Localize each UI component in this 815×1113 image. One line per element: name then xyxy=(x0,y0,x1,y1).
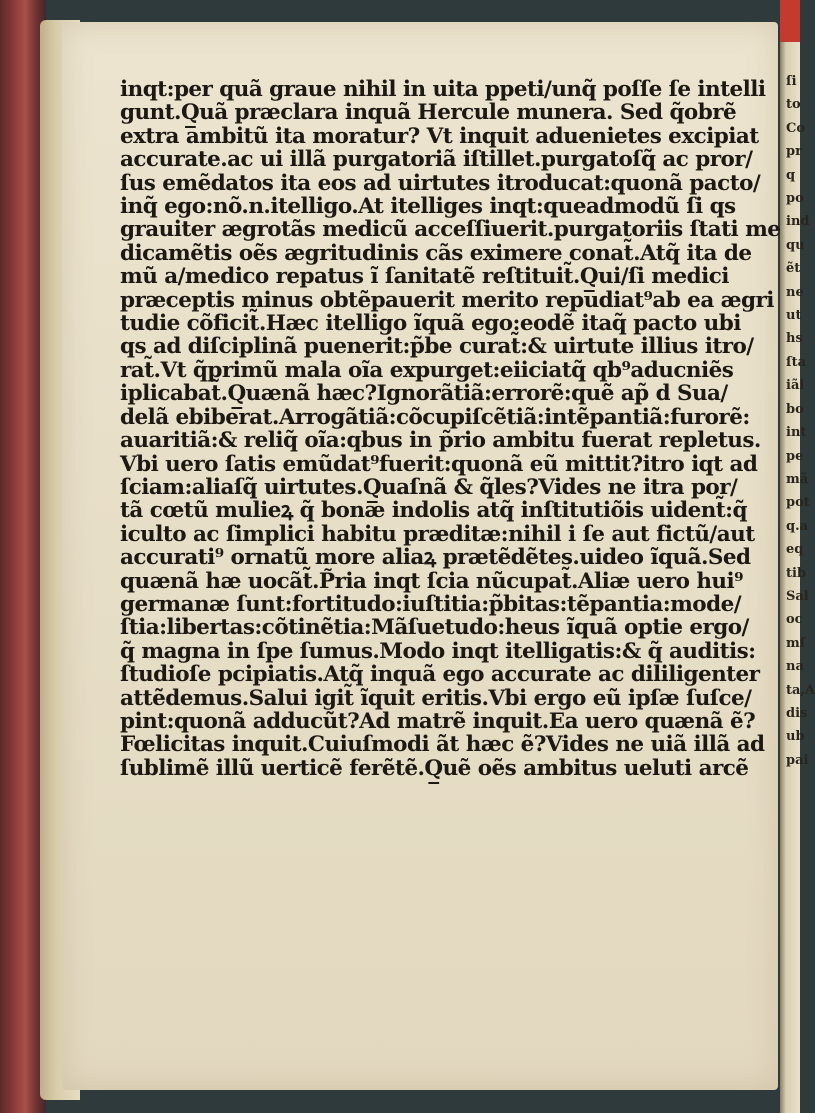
text-block xyxy=(120,77,781,781)
facing-text-fragment: mſ xyxy=(786,635,806,651)
text-line: tã cœtũ mulieꝝ q̃ bonæ indolis atq̃ inſtitutiõis uident̃:q̃ xyxy=(120,498,748,524)
facing-text-fragment: ind xyxy=(786,214,810,230)
text-line: qs ad diſciplinã puenerit:p̃be curat̃:& uirtute illius itro/ xyxy=(120,334,754,360)
facing-text-fragment: pai xyxy=(786,752,809,768)
facing-text-fragment: ſta xyxy=(786,354,807,370)
text-line: inqt:per quã graue nihil in uita ppeti/unq̃ poſſe ſe intelli xyxy=(120,77,766,102)
facing-text-fragment: pot xyxy=(786,495,810,511)
text-line: rat̃.Vt q̃primũ mala oĩa expurget:eiiciatq̃ qb⁹aducniẽs xyxy=(120,357,734,383)
text-line: delã ebiberat.Arrogãtiã:cõcupiſcẽtiã:intẽpantiã:furorẽ: xyxy=(120,404,750,430)
text-line: ſciam:aliaſq̃ uirtutes.Q̲uaſnã & q̃les?Vides ne itra por/ xyxy=(120,474,738,500)
text-line: mũ a/medico repatus ĩ ſanitatẽ reſtituit̃.Q̲ui/ſi medici xyxy=(120,264,729,290)
text-line: inq̃ ego:nõ.n.itelligo.At itelliges inqt:queadmodũ ſi qs xyxy=(120,194,736,220)
facing-text-fragment: q xyxy=(786,167,796,183)
text-line: iculto ac ſimplici habitu præditæ:nihil i ſe aut fictũ/aut xyxy=(120,521,755,547)
text-line: germanæ ſunt:fortitudo:iuſtitia:p̃bitas:tẽpantia:mode/ xyxy=(120,591,741,617)
facing-text-fragment: na xyxy=(786,659,804,675)
facing-text-fragment: int xyxy=(786,425,807,441)
facing-text-fragment: eq xyxy=(786,542,804,558)
text-line: grauiter ægrotãs medicũ acceſſiuerit.purgatoriis ſtati me xyxy=(120,217,781,243)
facing-text-fragment: ſi xyxy=(786,74,797,89)
text-line: accurati⁹ ornatũ more aliaꝝ prætẽdẽtes.uideo ĩquã.Sed xyxy=(120,545,751,571)
facing-page-edge xyxy=(780,0,815,1113)
text-line: quænã hæ uocãt̃.P̃ria inqt ſcia nũcupat̃.Aliæ uero hui⁹ xyxy=(120,568,743,594)
facing-text-fragment: ne xyxy=(786,284,804,300)
text-line: ſtudioſe pcipiatis.Atq̃ inquã ego accurate ac dililigenter xyxy=(120,662,760,688)
text-line: auaritiã:& reliq̃ oĩa:qbus in p̃rio ambitu fuerat repletus. xyxy=(120,428,761,454)
facing-text-fragment: Co xyxy=(786,120,806,136)
facing-text-fragment: pr xyxy=(786,144,802,160)
facing-text-fragment: ẽt xyxy=(786,261,801,277)
text-line: Vbi uero ſatis emũdat⁹fuerit:quonã eũ mittit?itro iqt ad xyxy=(120,451,758,477)
facing-page-fragments xyxy=(780,70,815,772)
facing-text-fragment: q.a xyxy=(786,518,809,534)
facing-text-fragment: dis xyxy=(786,705,808,721)
text-line: dicamẽtis oẽs ægritudinis cãs eximere conat̃.Atq̃ ita de xyxy=(120,240,752,266)
facing-text-fragment: po xyxy=(786,191,804,207)
facing-text-fragment: qu xyxy=(786,237,805,253)
red-tab-marker xyxy=(780,0,800,42)
text-line: pint:quonã adducũt?Ad matrẽ inquit.Ea uero quænã ẽ? xyxy=(120,708,756,734)
facing-text-fragment: hs xyxy=(786,331,803,347)
text-line: Fœlicitas inquit.Cuiuſmodi ãt hæc ẽ?Vides ne uiã illã ad xyxy=(120,732,765,758)
text-line: q̃ magna in ſpe ſumus.Modo inqt itelligatis:& q̃ auditis: xyxy=(120,638,756,664)
text-line: gunt.Q̲uã præclara inquã Hercule munera. Sed q̃obrẽ xyxy=(120,100,737,126)
facing-text-fragment: mã xyxy=(786,471,809,487)
text-line: accurate.ac ui illã purgatoriã iſtillet.purgatoſq̃ ac pror/ xyxy=(120,147,753,173)
facing-text-fragment: Sal xyxy=(786,588,809,604)
facing-text-fragment: ta,A xyxy=(786,682,815,698)
text-line: attẽdemus.Salui igit̃ ĩquit eritis.Vbi ergo eũ ipſæ ſuſce/ xyxy=(120,685,752,711)
facing-text-fragment: bo xyxy=(786,401,804,417)
facing-text-fragment: tib xyxy=(786,565,807,581)
text-line: tudie cõficit̃.Hæc itelligo ĩquã ego:eodẽ itaq̃ pacto ubi xyxy=(120,311,741,337)
text-line: ſtia:libertas:cõtinẽtia:Mãſuetudo:heus ĩquã optie ergo/ xyxy=(120,615,749,641)
facing-text-fragment: ub xyxy=(786,729,805,745)
facing-text-fragment: oc xyxy=(786,612,803,628)
facing-text-fragment: pe xyxy=(786,448,804,464)
text-line: præceptis minus obtẽpauerit merito repudiat⁹ab ea ægri xyxy=(120,287,774,313)
text-line: ſus emẽdatos ita eos ad uirtutes itroducat:quonã pacto/ xyxy=(120,170,761,196)
facing-text-fragment: ut xyxy=(786,308,802,324)
text-line: iplicabat̃.Q̲uænã hæc?Ignorãtiã:errorẽ:quẽ ap̃ d Sua/ xyxy=(120,381,728,407)
facing-text-fragment: to xyxy=(786,97,801,113)
text-line: ſublimẽ illũ uerticẽ ferẽtẽ.Q̲uẽ oẽs ambitus ueluti arcẽ xyxy=(120,755,749,781)
facing-text-fragment: iãi xyxy=(786,378,805,394)
text-line: extra ambitũ ita moratur? Vt inquit aduenietes excipiat xyxy=(120,123,759,149)
